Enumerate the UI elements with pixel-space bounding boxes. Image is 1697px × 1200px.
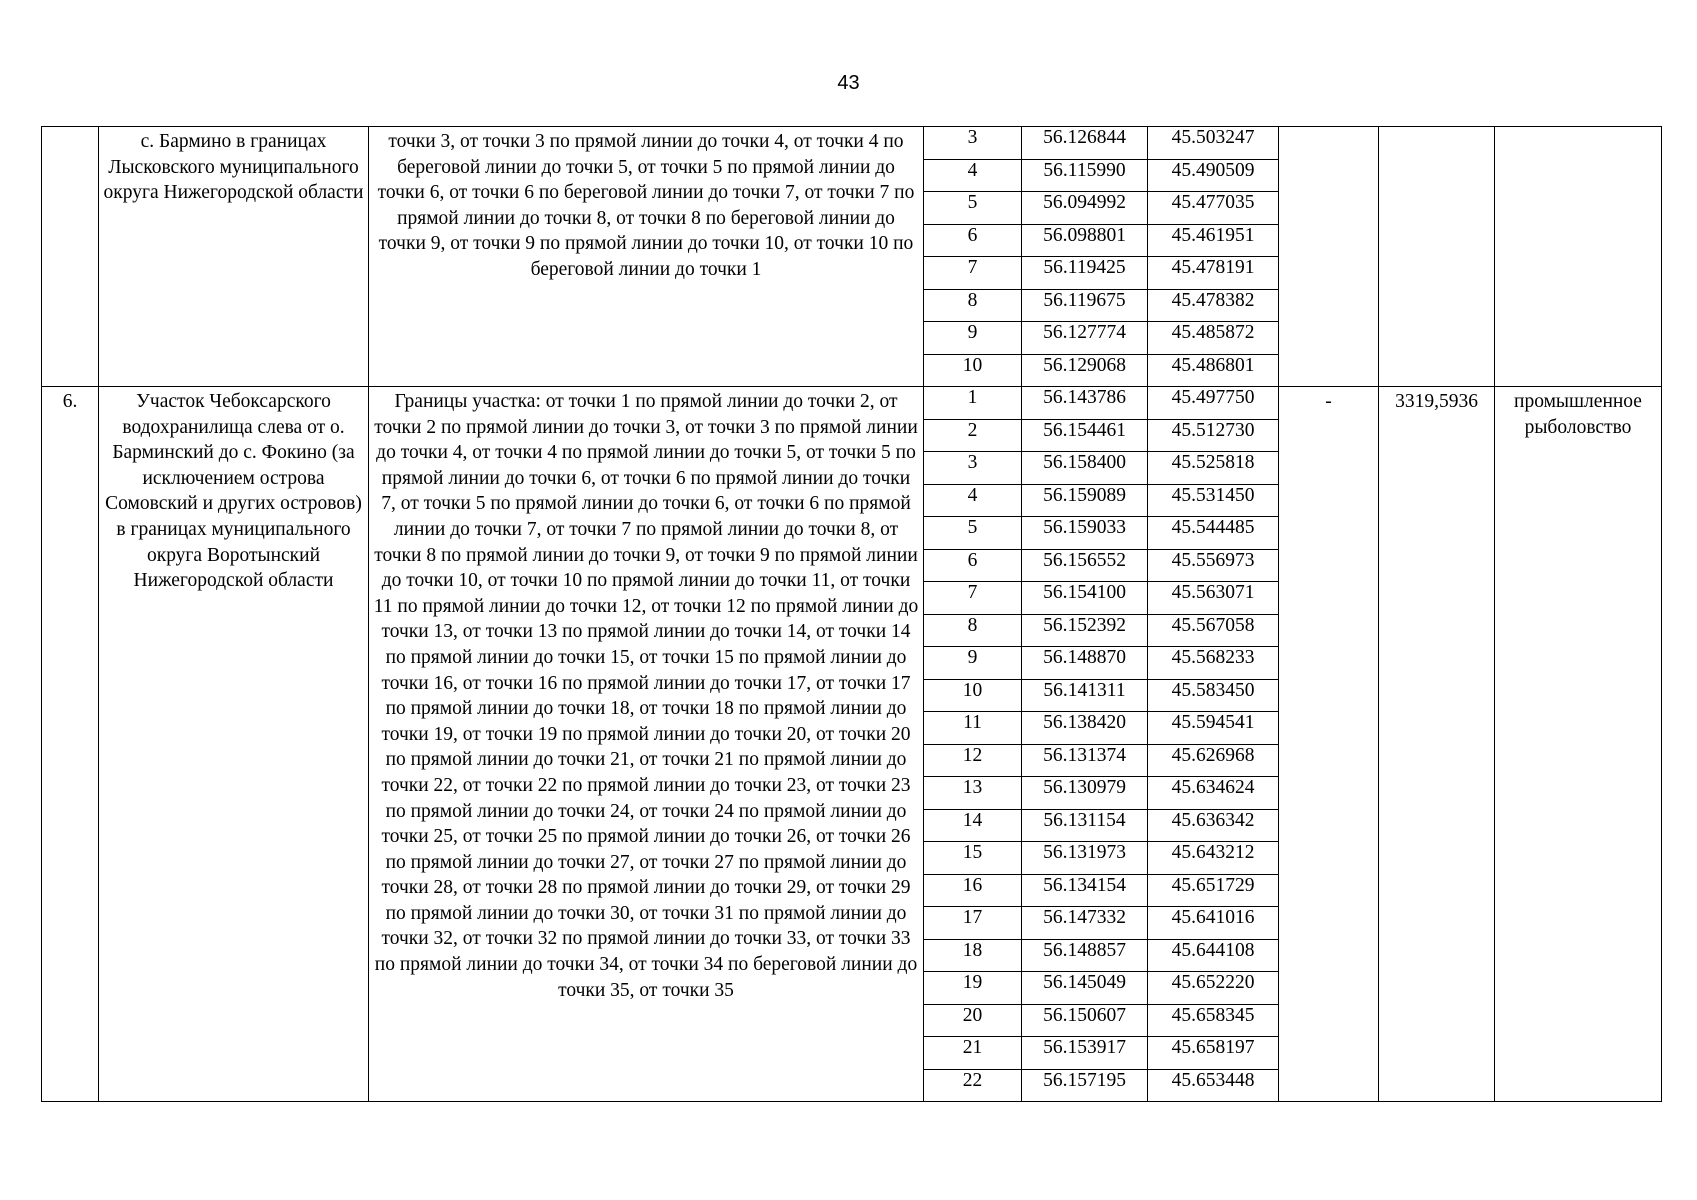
point-number: 5 [924,192,1022,225]
latitude: 56.148870 [1022,647,1148,680]
point-number: 20 [924,1004,1022,1037]
point-number: 12 [924,744,1022,777]
point-number: 6 [924,224,1022,257]
point-number: 10 [924,679,1022,712]
area-cell [1379,127,1495,387]
section-number: 6. [62,391,78,412]
longitude: 45.556973 [1148,549,1279,582]
latitude: 56.130979 [1022,777,1148,810]
section-name-cell [99,387,369,1102]
longitude: 45.485872 [1148,322,1279,355]
latitude: 56.131154 [1022,809,1148,842]
point-number: 10 [924,354,1022,387]
fishing-areas-table [41,126,1662,1102]
section-number [42,127,98,129]
coordinate-row [42,127,1662,160]
longitude: 45.563071 [1148,582,1279,615]
longitude: 45.658197 [1148,1037,1279,1070]
longitude: 45.567058 [1148,614,1279,647]
longitude: 45.490509 [1148,159,1279,192]
latitude: 56.134154 [1022,874,1148,907]
point-number: 5 [924,517,1022,550]
point-number: 1 [924,387,1022,420]
longitude: 45.497750 [1148,387,1279,420]
latitude: 56.158400 [1022,452,1148,485]
latitude: 56.098801 [1022,224,1148,257]
section-number-cell [42,127,99,387]
point-number: 3 [924,127,1022,160]
other-value [1279,127,1378,129]
longitude: 45.461951 [1148,224,1279,257]
longitude: 45.651729 [1148,874,1279,907]
longitude: 45.478191 [1148,257,1279,290]
point-number: 3 [924,452,1022,485]
point-number: 8 [924,614,1022,647]
longitude: 45.525818 [1148,452,1279,485]
longitude: 45.486801 [1148,354,1279,387]
longitude: 45.636342 [1148,809,1279,842]
point-number: 16 [924,874,1022,907]
point-number: 4 [924,484,1022,517]
longitude: 45.594541 [1148,712,1279,745]
latitude: 56.153917 [1022,1037,1148,1070]
latitude: 56.131374 [1022,744,1148,777]
point-number: 2 [924,419,1022,452]
point-number: 19 [924,972,1022,1005]
section-name: с. Бармино в границах Лысковского муниципального округа Нижегородской области [103,131,364,204]
latitude: 56.154461 [1022,419,1148,452]
longitude: 45.641016 [1148,907,1279,940]
latitude: 56.094992 [1022,192,1148,225]
longitude: 45.634624 [1148,777,1279,810]
section-name-cell [99,127,369,387]
boundary-description-cell [369,127,924,387]
latitude: 56.141311 [1022,679,1148,712]
latitude: 56.119675 [1022,289,1148,322]
point-number: 9 [924,322,1022,355]
longitude: 45.626968 [1148,744,1279,777]
latitude: 56.115990 [1022,159,1148,192]
purpose-cell [1495,387,1662,1102]
point-number: 7 [924,257,1022,290]
latitude: 56.152392 [1022,614,1148,647]
latitude: 56.129068 [1022,354,1148,387]
other-value: - [1325,391,1332,412]
latitude: 56.138420 [1022,712,1148,745]
other-value-cell [1279,387,1379,1102]
purpose [1495,127,1661,129]
latitude: 56.159033 [1022,517,1148,550]
section-name: Участок Чебоксарского водохранилища слева от о. Барминский до с. Фокино (за исключением острова Сомовский и других островов) в границах муниципального округа Воротынский Нижегородской области [105,391,362,592]
latitude: 56.148857 [1022,939,1148,972]
latitude: 56.147332 [1022,907,1148,940]
point-number: 13 [924,777,1022,810]
point-number: 7 [924,582,1022,615]
point-number: 22 [924,1069,1022,1102]
longitude: 45.531450 [1148,484,1279,517]
point-number: 14 [924,809,1022,842]
point-number: 18 [924,939,1022,972]
area [1379,127,1494,129]
latitude: 56.154100 [1022,582,1148,615]
point-number: 4 [924,159,1022,192]
latitude: 56.119425 [1022,257,1148,290]
point-number: 8 [924,289,1022,322]
point-number: 15 [924,842,1022,875]
longitude: 45.503247 [1148,127,1279,160]
latitude: 56.143786 [1022,387,1148,420]
boundary-description-cell [369,387,924,1102]
latitude: 56.157195 [1022,1069,1148,1102]
longitude: 45.512730 [1148,419,1279,452]
area: 3319,5936 [1395,391,1478,412]
section-number-cell [42,387,99,1102]
longitude: 45.652220 [1148,972,1279,1005]
latitude: 56.126844 [1022,127,1148,160]
latitude: 56.131973 [1022,842,1148,875]
purpose-cell [1495,127,1662,387]
latitude: 56.156552 [1022,549,1148,582]
longitude: 45.583450 [1148,679,1279,712]
latitude: 56.145049 [1022,972,1148,1005]
point-number: 11 [924,712,1022,745]
point-number: 21 [924,1037,1022,1070]
point-number: 9 [924,647,1022,680]
point-number: 17 [924,907,1022,940]
latitude: 56.159089 [1022,484,1148,517]
purpose: промышленное рыболовство [1514,391,1642,438]
latitude: 56.150607 [1022,1004,1148,1037]
point-number: 6 [924,549,1022,582]
longitude: 45.544485 [1148,517,1279,550]
longitude: 45.643212 [1148,842,1279,875]
longitude: 45.568233 [1148,647,1279,680]
boundary-description: точки 3, от точки 3 по прямой линии до точки 4, от точки 4 по береговой линии до точки 5, от точки 5 по прямой линии до точки 6, от точки 6 по береговой линии до точки 7, от точки 7 по прямой линии до точки 8, от точки 8 по береговой линии до точки 9, от точки 9 по прямой линии до точки 10, от точки 10 по береговой линии до точки 1 [377,131,915,280]
longitude: 45.653448 [1148,1069,1279,1102]
latitude: 56.127774 [1022,322,1148,355]
longitude: 45.644108 [1148,939,1279,972]
longitude: 45.477035 [1148,192,1279,225]
area-cell [1379,387,1495,1102]
page-number: 43 [837,72,860,94]
longitude: 45.658345 [1148,1004,1279,1037]
longitude: 45.478382 [1148,289,1279,322]
table-body [42,127,1662,1102]
boundary-description: Границы участка: от точки 1 по прямой линии до точки 2, от точки 2 по прямой линии до точки 3, от точки 3 по прямой линии до точки 4, от точки 4 по прямой линии до точки 5, от точки 5 по прямой линии до точки 6, от точки 6 по прямой линии до точки 7, от точки 5 по прямой линии до точки 6, от точки 6 по прямой линии до точки 7, от точки 7 по прямой линии до точки 8, от точки 8 по прямой линии до точки 9, от точки 9 по прямой линии до точки 10, от точки 10 по прямой линии до точки 11, от точки 11 по прямой линии до точки 12, от точки 12 по прямой линии до точки 13, от точки 13 по прямой линии до точки 14, от точки 14 по прямой линии до точки 15, от точки 15 по прямой линии до точки 16, от точки 16 по прямой линии до точки 17, от точки 17 по прямой линии до точки 18, от точки 18 по прямой линии до точки 19, от точки 19 по прямой линии до точки 20, от точки 20 по прямой линии до точки 21, от точки 21 по прямой линии до точки 22, от точки 22 по прямой линии до точки 23, от точки 23 по прямой линии до точки 24, от точки 24 по прямой линии до точки 25, от точки 25 по прямой линии до точки 26, от точки 26 по прямой линии до точки 27, от точки 27 по прямой линии до точки 28, от точки 28 по прямой линии до точки 29, от точки 29 по прямой линии до точки 30, от точки 31 по прямой линии до точки 32, от точки 32 по прямой линии до точки 33, от точки 33 по прямой линии до точки 34, от точки 34 по береговой линии до точки 35, от точки 35 [373,391,919,1001]
other-value-cell [1279,127,1379,387]
coordinate-row [42,387,1662,420]
